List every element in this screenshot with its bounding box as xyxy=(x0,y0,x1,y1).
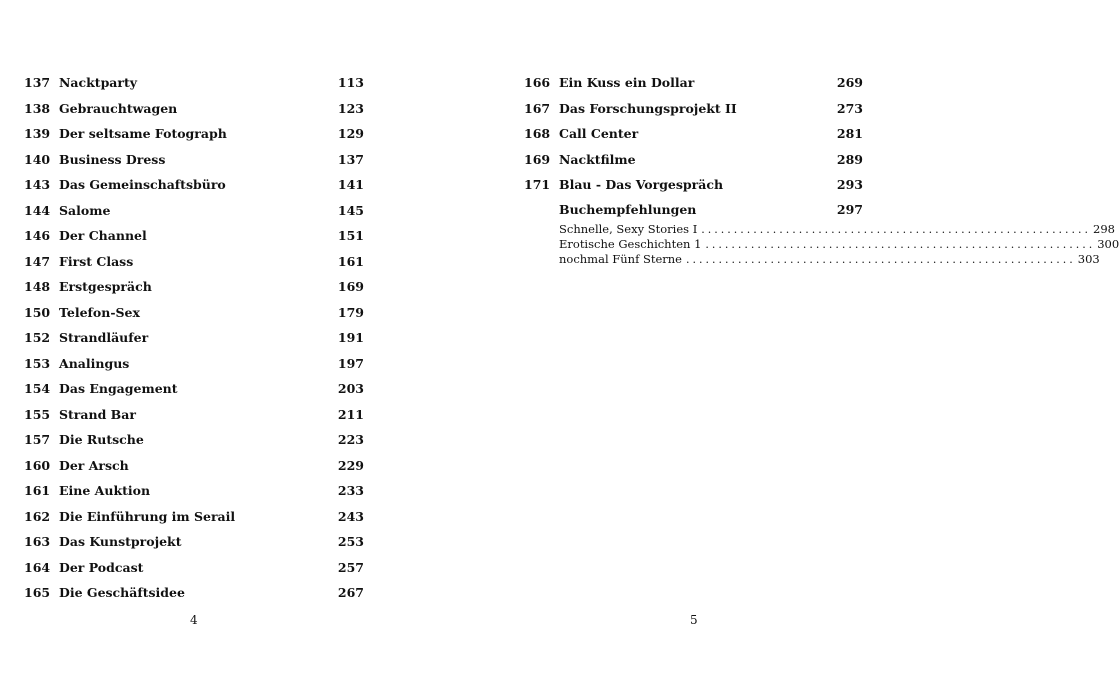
toc-entry-number: 165 xyxy=(24,585,51,600)
toc-entry xyxy=(24,325,364,351)
toc-entry-page: 145 xyxy=(337,202,364,218)
toc-entry-page: 203 xyxy=(337,381,364,396)
toc-entry xyxy=(24,249,364,275)
toc-entry-page: 169 xyxy=(337,279,364,294)
toc-entry xyxy=(24,529,364,555)
recommendation-title: nochmal Fünf Sterne xyxy=(559,251,682,266)
toc-entry-number: 167 xyxy=(524,100,551,116)
left-page xyxy=(0,0,450,675)
toc-entry-page: 273 xyxy=(836,100,863,116)
toc-entry xyxy=(24,223,364,249)
dot-leader: ............................................................ xyxy=(705,237,1096,251)
toc-entry-title: Die Einführung im Serail xyxy=(59,508,236,524)
toc-entry-title: Der seltsame Fotograph xyxy=(59,126,227,141)
toc-entry-title: Erstgespräch xyxy=(59,279,152,294)
toc-entry-number: 150 xyxy=(24,304,51,320)
toc-entry-number: 160 xyxy=(24,457,51,473)
toc-entry xyxy=(24,453,364,479)
toc-entry xyxy=(24,274,364,300)
toc-entry-title: Eine Auktion xyxy=(59,483,151,498)
recommendation-page: 298 xyxy=(1093,221,1115,236)
toc-entry-title: Der Channel xyxy=(59,228,147,243)
toc-entry-page: 137 xyxy=(337,151,364,167)
toc-entry-title: Das Engagement xyxy=(59,381,178,396)
toc-entry xyxy=(24,351,364,377)
toc-entry-number: 137 xyxy=(24,75,51,90)
toc-entry-page: 223 xyxy=(337,432,364,447)
toc-entry xyxy=(24,402,364,428)
toc-entry-number: 168 xyxy=(524,126,551,141)
toc-entry-page: 267 xyxy=(337,585,364,600)
toc-entry xyxy=(24,580,364,606)
toc-entry-number: 163 xyxy=(24,534,51,549)
toc-entry xyxy=(524,70,863,96)
toc-entry-number: 161 xyxy=(24,483,51,498)
toc-entry xyxy=(24,147,364,173)
recommendations-heading xyxy=(524,198,863,222)
toc-entry-title: Gebrauchtwagen xyxy=(59,100,178,116)
toc-entry-title: Der Arsch xyxy=(59,457,129,473)
toc-entry-title: Nacktfilme xyxy=(559,151,636,167)
toc-entry xyxy=(24,121,364,147)
toc-entry-title: Strand Bar xyxy=(59,406,136,422)
right-page xyxy=(450,0,1119,675)
toc-entry xyxy=(24,70,364,96)
toc-entry-title: Die Rutsche xyxy=(59,432,144,447)
toc-entry-page: 211 xyxy=(337,406,364,422)
toc-entry-page: 141 xyxy=(337,177,364,192)
toc-entry-page: 113 xyxy=(337,75,364,90)
toc-entry-number: 164 xyxy=(24,559,51,575)
toc-entry-title: Business Dress xyxy=(59,151,166,167)
recommendation-item xyxy=(559,221,1115,237)
recommendations-page: 297 xyxy=(836,201,863,217)
toc-entry-page: 179 xyxy=(337,304,364,320)
toc-entry-page: 257 xyxy=(337,559,364,575)
toc-entry-number: 157 xyxy=(24,432,51,447)
toc-entry-number: 171 xyxy=(524,177,551,192)
toc-entry-number: 138 xyxy=(24,100,51,116)
book-recommendations xyxy=(524,198,1119,267)
toc-entry-title: First Class xyxy=(59,253,134,269)
toc-entry-page: 191 xyxy=(337,330,364,345)
toc-entry-number: 144 xyxy=(24,202,51,218)
toc-entry-number: 154 xyxy=(24,381,51,396)
toc-entry-number: 169 xyxy=(524,151,551,167)
recommendation-page: 300 xyxy=(1097,236,1119,251)
toc-entry xyxy=(524,121,863,147)
toc-entry-page: 123 xyxy=(337,100,364,116)
toc-entry-title: Das Kunstprojekt xyxy=(59,534,182,549)
page-number-left: 4 xyxy=(190,613,198,627)
toc-entry-number: 148 xyxy=(24,279,51,294)
recommendation-item xyxy=(559,251,1100,267)
toc-entry-page: 253 xyxy=(337,534,364,549)
toc-entry-number: 153 xyxy=(24,355,51,371)
toc-entry-page: 151 xyxy=(337,228,364,243)
page-number-right: 5 xyxy=(690,613,698,627)
toc-entry-title: Blau - Das Vorgespräch xyxy=(559,177,724,192)
toc-entry-number: 140 xyxy=(24,151,51,167)
toc-entry-page: 293 xyxy=(836,177,863,192)
toc-entry xyxy=(24,96,364,122)
toc-entry-number: 162 xyxy=(24,508,51,524)
toc-entry-title: Salome xyxy=(59,202,111,218)
toc-entry-number: 152 xyxy=(24,330,51,345)
toc-entry xyxy=(24,300,364,326)
toc-entry-title: Der Podcast xyxy=(59,559,144,575)
toc-entry-title: Analingus xyxy=(59,355,130,371)
toc-entry-number: 146 xyxy=(24,228,51,243)
toc-entry-page: 289 xyxy=(836,151,863,167)
dot-leader: ............................................................ xyxy=(686,252,1076,266)
toc-entry-title: Call Center xyxy=(559,126,639,141)
recommendation-title: Erotische Geschichten 1 xyxy=(559,236,702,251)
recommendation-title: Schnelle, Sexy Stories I xyxy=(559,221,698,236)
toc-entry-page: 281 xyxy=(836,126,863,141)
toc-entry xyxy=(524,147,863,173)
toc-entry-title: Strandläufer xyxy=(59,330,149,345)
toc-entry-number: 166 xyxy=(524,75,551,90)
recommendations-title: Buchempfehlungen xyxy=(559,201,697,217)
toc-list-right xyxy=(524,70,1119,267)
toc-entry xyxy=(24,376,364,402)
toc-entry-number: 147 xyxy=(24,253,51,269)
toc-entry xyxy=(24,198,364,224)
recommendation-item xyxy=(559,236,1119,252)
toc-entry-title: Das Forschungsprojekt II xyxy=(559,100,737,116)
toc-entry-page: 129 xyxy=(337,126,364,141)
toc-entry-title: Ein Kuss ein Dollar xyxy=(559,75,695,90)
toc-entry xyxy=(24,504,364,530)
toc-entry xyxy=(524,172,863,198)
toc-entry-title: Das Gemeinschaftsbüro xyxy=(59,177,226,192)
toc-entry-page: 233 xyxy=(337,483,364,498)
toc-entry xyxy=(24,478,364,504)
toc-entry-title: Die Geschäftsidee xyxy=(59,585,185,600)
recommendation-page: 303 xyxy=(1077,251,1100,266)
toc-entry xyxy=(24,555,364,581)
toc-list-left xyxy=(24,70,364,606)
toc-entry-page: 197 xyxy=(337,355,364,371)
toc-entry-number: 143 xyxy=(24,177,51,192)
toc-entry xyxy=(24,427,364,453)
toc-entry xyxy=(24,172,364,198)
dot-leader: ............................................................ xyxy=(701,222,1092,236)
toc-entry-title: Telefon-Sex xyxy=(59,304,140,320)
toc-entry-page: 269 xyxy=(836,75,863,90)
toc-entry-page: 161 xyxy=(337,253,364,269)
toc-entry-number: 139 xyxy=(24,126,51,141)
toc-entry-title: Nacktparty xyxy=(59,75,138,90)
toc-entry-page: 243 xyxy=(337,508,364,524)
toc-entry-page: 229 xyxy=(337,457,364,473)
toc-entry xyxy=(524,96,863,122)
toc-entry-number: 155 xyxy=(24,406,51,422)
